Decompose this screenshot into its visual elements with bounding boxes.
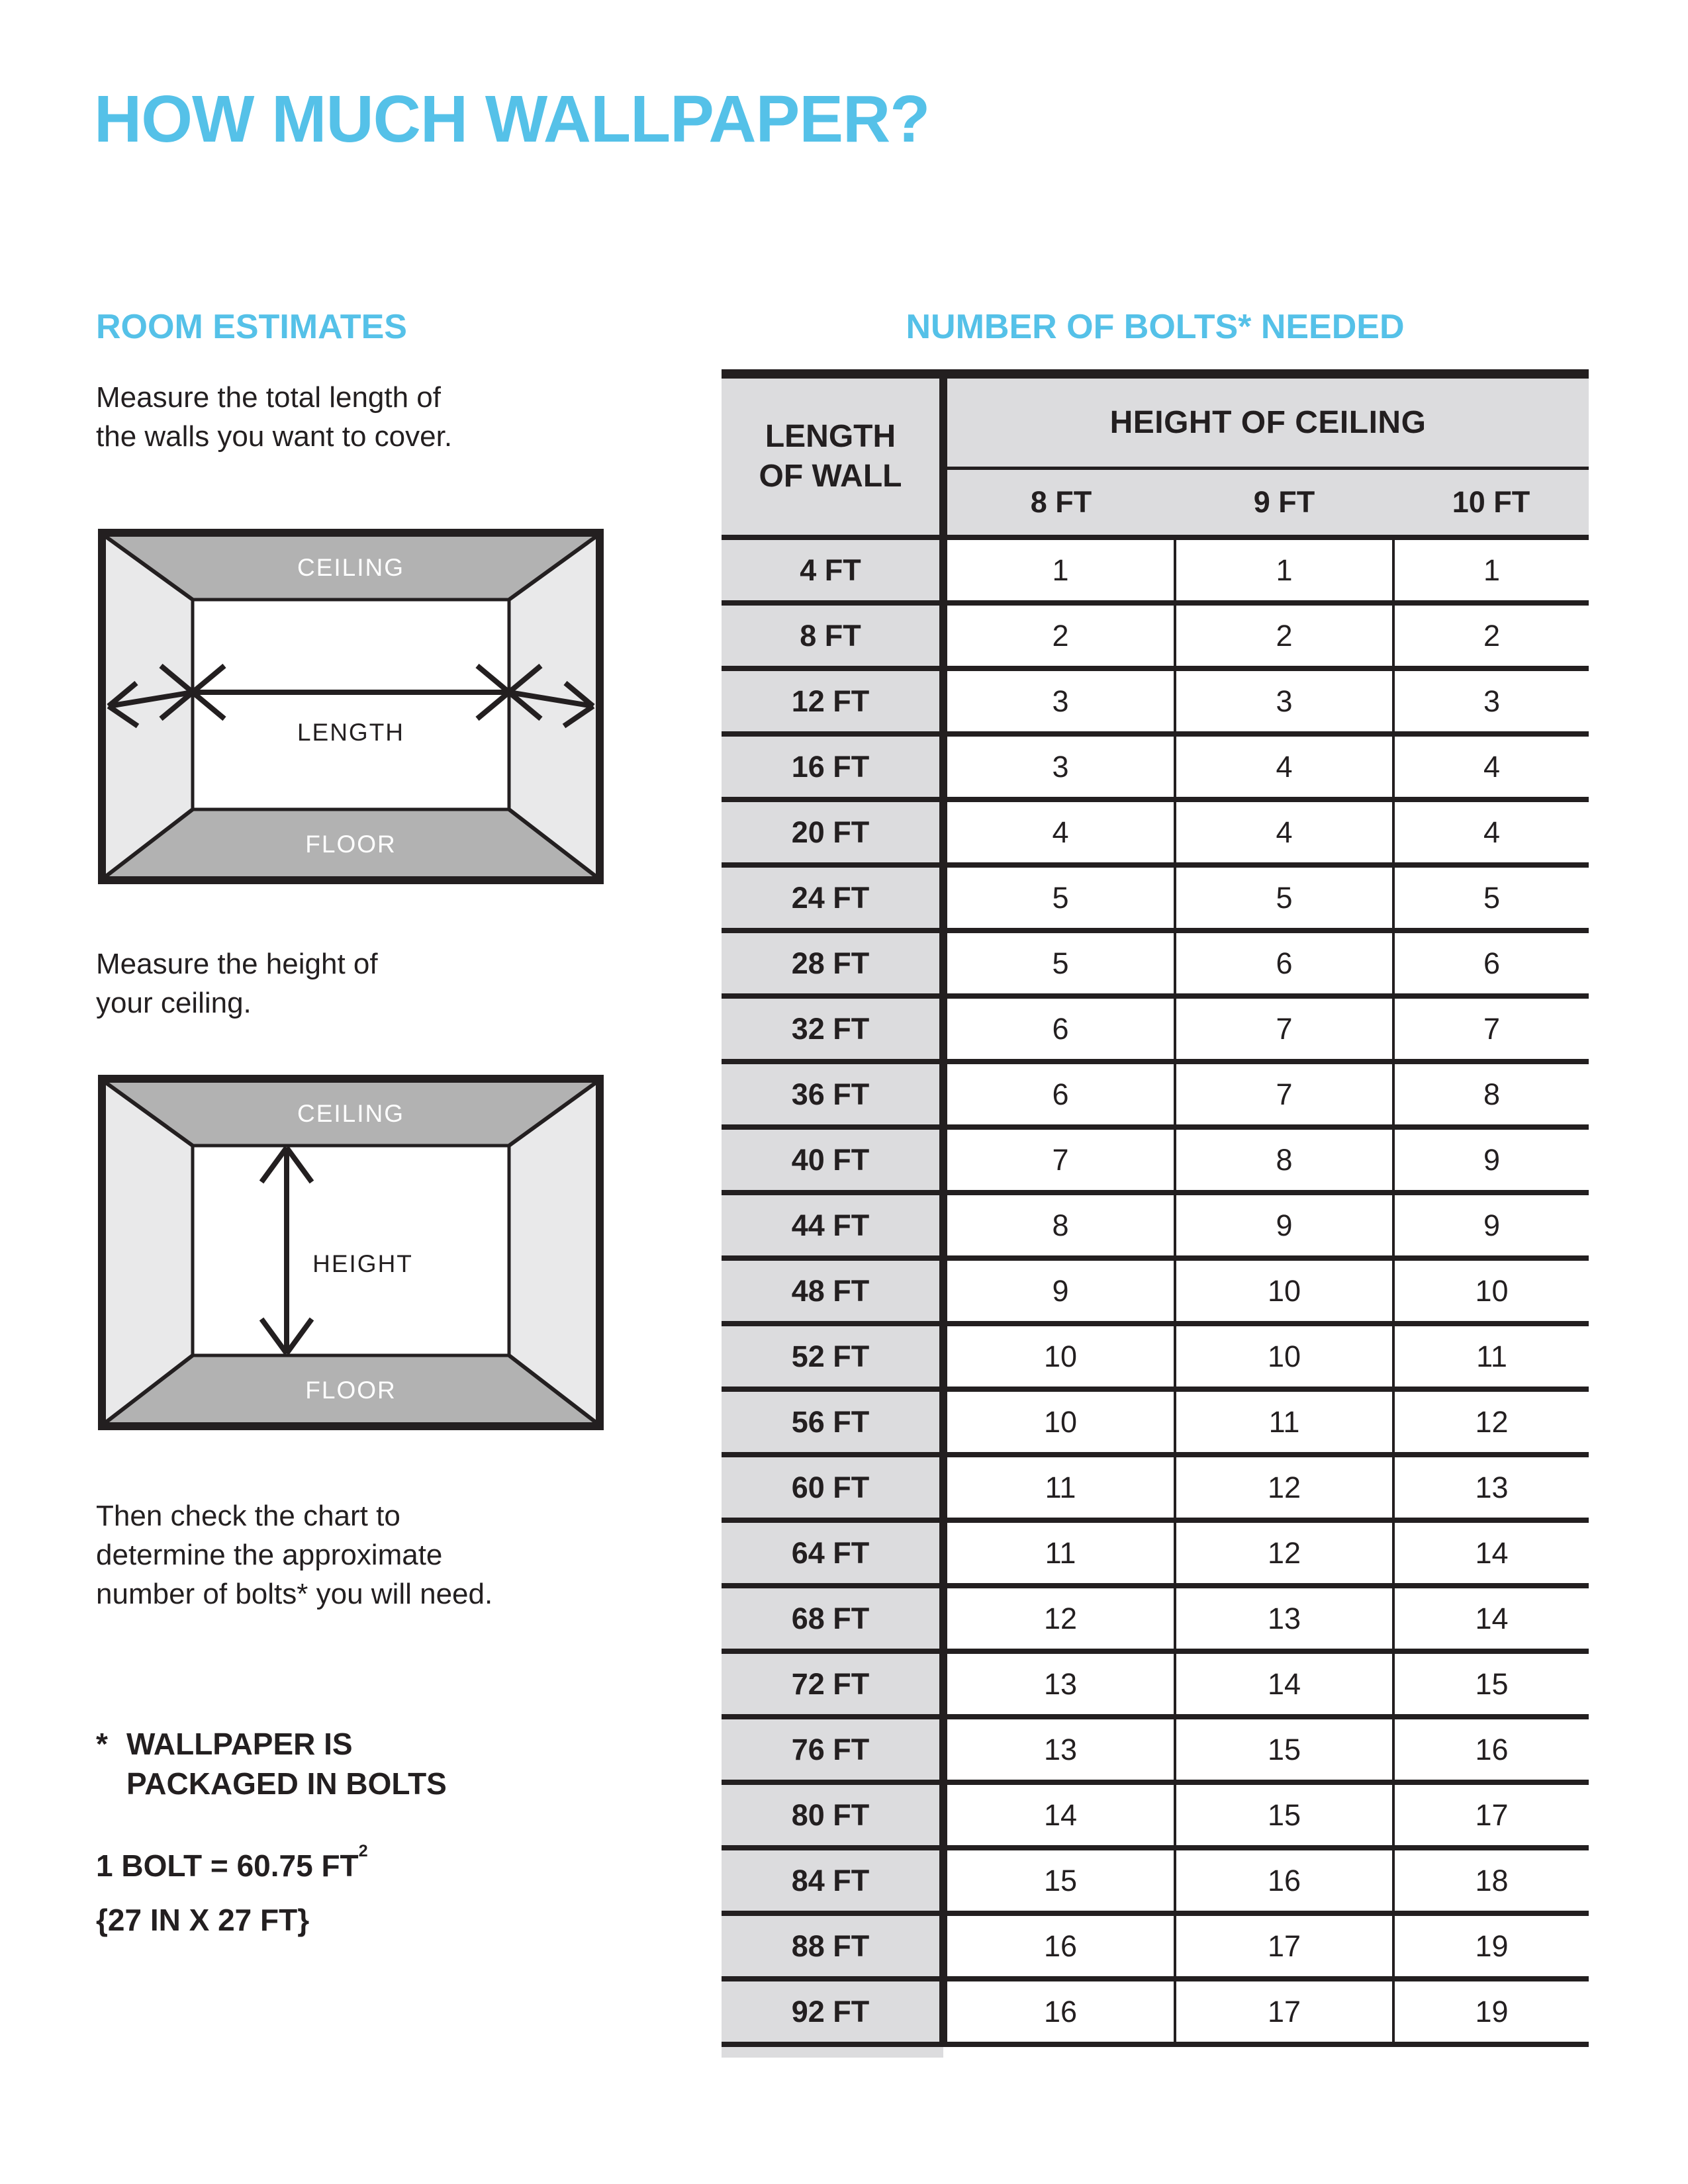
bolt-count-8ft: 5: [943, 865, 1175, 931]
footnote-line2: PACKAGED IN BOLTS: [126, 1766, 447, 1801]
wall-length-label: 92 FT: [722, 1979, 943, 2044]
col-header-8ft: 8 FT: [943, 469, 1175, 538]
step2-line1: Measure the height of: [96, 948, 378, 980]
bolt-count-10ft: 4: [1393, 734, 1589, 799]
bolt-dimensions: {27 IN X 27 FT}: [96, 1903, 310, 1937]
bolt-count-8ft: 13: [943, 1651, 1175, 1717]
bolt-count-10ft: 9: [1393, 1193, 1589, 1258]
bolt-count-9ft: 15: [1175, 1782, 1393, 1848]
bolt-count-8ft: 11: [943, 1520, 1175, 1586]
col-header-10ft: 10 FT: [1393, 469, 1589, 538]
bolt-count-10ft: 17: [1393, 1782, 1589, 1848]
bolt-count-9ft: 2: [1175, 603, 1393, 668]
bolt-count-9ft: 14: [1175, 1651, 1393, 1717]
bolt-count-8ft: 16: [943, 1979, 1175, 2044]
bolt-count-10ft: 11: [1393, 1324, 1589, 1389]
length-of-wall-line2: OF WALL: [759, 459, 902, 494]
bolt-count-8ft: 10: [943, 1389, 1175, 1455]
bolt-count-8ft: 9: [943, 1258, 1175, 1324]
wall-length-label: 16 FT: [722, 734, 943, 799]
table-row: [722, 1062, 1589, 1127]
bolts-table: [722, 369, 1589, 2047]
room-estimates-heading: ROOM ESTIMATES: [96, 308, 407, 346]
wall-length-label: 56 FT: [722, 1389, 943, 1455]
bolt-equation-superscript: 2: [358, 1841, 368, 1860]
bolt-count-8ft: 6: [943, 996, 1175, 1062]
bolt-count-9ft: 10: [1175, 1324, 1393, 1389]
table-row: [722, 1520, 1589, 1586]
bolt-count-8ft: 7: [943, 1127, 1175, 1193]
bolt-count-9ft: 4: [1175, 799, 1393, 865]
bolt-count-10ft: 10: [1393, 1258, 1589, 1324]
room-height-diagram-svg: [98, 1075, 604, 1430]
bolt-count-8ft: 11: [943, 1455, 1175, 1520]
bolt-count-8ft: 4: [943, 799, 1175, 865]
table-row: [722, 931, 1589, 996]
step3-instructions: [96, 1497, 492, 1614]
table-row: [722, 996, 1589, 1062]
table-row: [722, 1979, 1589, 2044]
bolt-count-9ft: 11: [1175, 1389, 1393, 1455]
wall-length-label: 8 FT: [722, 603, 943, 668]
bolt-count-8ft: 10: [943, 1324, 1175, 1389]
length-of-wall-line1: LENGTH: [765, 419, 896, 454]
wall-length-label: 24 FT: [722, 865, 943, 931]
table-row: [722, 1193, 1589, 1258]
table-row: [722, 1389, 1589, 1455]
table-body: [722, 537, 1589, 2044]
bolt-count-10ft: 1: [1393, 537, 1589, 603]
footnote-asterisk: *: [96, 1727, 108, 1761]
bolt-count-10ft: 7: [1393, 996, 1589, 1062]
ceiling-label: CEILING: [297, 1100, 405, 1127]
table-row: [722, 1455, 1589, 1520]
bolt-count-9ft: 3: [1175, 668, 1393, 734]
step1-line1: Measure the total length of: [96, 381, 441, 414]
step1-line2: the walls you want to cover.: [96, 420, 453, 453]
wall-length-label: 64 FT: [722, 1520, 943, 1586]
bolt-count-8ft: 2: [943, 603, 1175, 668]
wall-length-label: 28 FT: [722, 931, 943, 996]
bolt-count-8ft: 6: [943, 1062, 1175, 1127]
bolt-count-10ft: 19: [1393, 1979, 1589, 2044]
bolt-count-9ft: 13: [1175, 1586, 1393, 1651]
table-row: [722, 1324, 1589, 1389]
table-row: [722, 1258, 1589, 1324]
bolt-count-10ft: 2: [1393, 603, 1589, 668]
step1-instructions: [96, 379, 452, 457]
table-row: [722, 1717, 1589, 1782]
step3-line2: determine the approximate: [96, 1538, 443, 1571]
bolt-count-10ft: 15: [1393, 1651, 1589, 1717]
bolt-count-10ft: 19: [1393, 1913, 1589, 1979]
bolt-count-8ft: 8: [943, 1193, 1175, 1258]
bolt-count-10ft: 5: [1393, 865, 1589, 931]
wall-length-label: 32 FT: [722, 996, 943, 1062]
bolt-count-9ft: 7: [1175, 996, 1393, 1062]
bolt-count-9ft: 5: [1175, 865, 1393, 931]
table-row: [722, 734, 1589, 799]
bolt-count-10ft: 9: [1393, 1127, 1589, 1193]
bolt-count-9ft: 17: [1175, 1913, 1393, 1979]
bolt-count-10ft: 16: [1393, 1717, 1589, 1782]
table-row: [722, 1651, 1589, 1717]
wall-length-label: 12 FT: [722, 668, 943, 734]
step3-line1: Then check the chart to: [96, 1500, 400, 1532]
table-row: [722, 603, 1589, 668]
bolt-count-9ft: 10: [1175, 1258, 1393, 1324]
table-row: [722, 1848, 1589, 1913]
step2-instructions: [96, 945, 378, 1023]
bolt-count-8ft: 13: [943, 1717, 1175, 1782]
bolt-count-9ft: 9: [1175, 1193, 1393, 1258]
wall-length-label: 52 FT: [722, 1324, 943, 1389]
wall-length-label: 60 FT: [722, 1455, 943, 1520]
table-row: [722, 1913, 1589, 1979]
bolt-equation: [96, 1841, 368, 1886]
page-title: HOW MUCH WALLPAPER?: [94, 82, 930, 156]
bolt-count-10ft: 8: [1393, 1062, 1589, 1127]
table-row: [722, 865, 1589, 931]
wall-length-label: 68 FT: [722, 1586, 943, 1651]
bolt-count-9ft: 7: [1175, 1062, 1393, 1127]
label-column-stub: [722, 2047, 943, 2058]
back-wall-face: [193, 600, 509, 809]
table-row: [722, 1586, 1589, 1651]
bolt-count-9ft: 12: [1175, 1520, 1393, 1586]
floor-label: FLOOR: [305, 1377, 397, 1404]
bolt-count-9ft: 17: [1175, 1979, 1393, 2044]
table-row: [722, 668, 1589, 734]
bolt-count-8ft: 5: [943, 931, 1175, 996]
bolt-count-9ft: 1: [1175, 537, 1393, 603]
bolt-count-8ft: 15: [943, 1848, 1175, 1913]
wall-length-label: 48 FT: [722, 1258, 943, 1324]
col-header-9ft: 9 FT: [1175, 469, 1393, 538]
bolt-count-10ft: 14: [1393, 1520, 1589, 1586]
bolt-count-10ft: 13: [1393, 1455, 1589, 1520]
table-row: [722, 1127, 1589, 1193]
bolt-count-9ft: 16: [1175, 1848, 1393, 1913]
step2-line2: your ceiling.: [96, 986, 252, 1019]
wall-length-label: 88 FT: [722, 1913, 943, 1979]
bolt-count-10ft: 12: [1393, 1389, 1589, 1455]
bolt-count-8ft: 12: [943, 1586, 1175, 1651]
bolt-count-8ft: 1: [943, 537, 1175, 603]
bolt-count-10ft: 14: [1393, 1586, 1589, 1651]
bolt-count-9ft: 4: [1175, 734, 1393, 799]
bolt-count-9ft: 8: [1175, 1127, 1393, 1193]
table-row: [722, 537, 1589, 603]
table-row: [722, 799, 1589, 865]
wall-length-label: 20 FT: [722, 799, 943, 865]
length-of-wall-header: [722, 374, 943, 537]
wall-length-label: 36 FT: [722, 1062, 943, 1127]
bolts-footnote: [96, 1725, 447, 1804]
table-row: [722, 1782, 1589, 1848]
footnote-line1: WALLPAPER IS: [126, 1727, 353, 1761]
bolt-count-10ft: 18: [1393, 1848, 1589, 1913]
length-label: LENGTH: [297, 719, 405, 746]
bolt-count-8ft: 14: [943, 1782, 1175, 1848]
bolt-count-10ft: 4: [1393, 799, 1589, 865]
bolt-equation-text: 1 BOLT = 60.75 FT: [96, 1848, 359, 1883]
floor-label: FLOOR: [305, 831, 397, 858]
table-header-row-1: [722, 374, 1589, 469]
bolt-count-9ft: 12: [1175, 1455, 1393, 1520]
bolts-needed-heading: NUMBER OF BOLTS* NEEDED: [906, 308, 1405, 346]
wall-length-label: 4 FT: [722, 537, 943, 603]
bolt-count-10ft: 3: [1393, 668, 1589, 734]
wall-length-label: 84 FT: [722, 1848, 943, 1913]
bolt-count-8ft: 16: [943, 1913, 1175, 1979]
room-height-diagram: [98, 1075, 604, 1430]
height-label: HEIGHT: [312, 1250, 413, 1277]
room-length-diagram-svg: [98, 529, 604, 884]
bolt-count-10ft: 6: [1393, 931, 1589, 996]
step3-line3: number of bolts* you will need.: [96, 1577, 493, 1610]
wall-length-label: 76 FT: [722, 1717, 943, 1782]
wall-length-label: 72 FT: [722, 1651, 943, 1717]
wall-length-label: 44 FT: [722, 1193, 943, 1258]
bolts-table-wrap: [722, 369, 1589, 2047]
room-length-diagram: [98, 529, 604, 884]
bolt-count-8ft: 3: [943, 734, 1175, 799]
bolt-count-9ft: 15: [1175, 1717, 1393, 1782]
wall-length-label: 80 FT: [722, 1782, 943, 1848]
wall-length-label: 40 FT: [722, 1127, 943, 1193]
bolt-count-8ft: 3: [943, 668, 1175, 734]
height-of-ceiling-header: HEIGHT OF CEILING: [943, 374, 1589, 469]
ceiling-label: CEILING: [297, 554, 405, 581]
bolt-count-9ft: 6: [1175, 931, 1393, 996]
